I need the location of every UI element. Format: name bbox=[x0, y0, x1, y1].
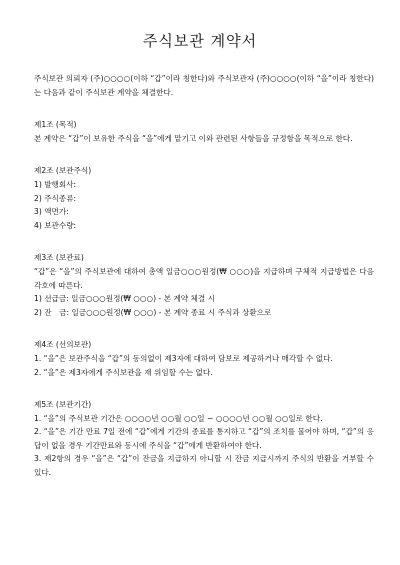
article-line: 1. “을”의 주식보관 기간은 ○○○○년 ○○월 ○○일 ~ ○○○○년 ○○월 ○○일로 한다. bbox=[34, 413, 323, 423]
article-line: 2. “을”은 제3자에게 주식보관을 재 위임할 수는 없다. bbox=[34, 367, 213, 377]
article-heading: 제1조 (목적) bbox=[34, 120, 77, 130]
article-3 bbox=[34, 251, 374, 319]
article-heading: 제2조 (보관주식) bbox=[34, 166, 92, 176]
article-line: 1) 발행회사: bbox=[34, 179, 77, 189]
article-heading: 제4조 (선의보관) bbox=[34, 340, 92, 350]
article-line: 2) 잔 금: 일금○○○원정(₩ ○○○) - 본 계약 종료 시 주식과 상환으로 bbox=[34, 307, 272, 317]
article-1 bbox=[34, 118, 374, 145]
article-text: 본 계약은 “갑”이 보유한 주식을 “을”에게 맡기고 이와 관련된 사항들을 규정함을 목적으로 한다. bbox=[34, 133, 353, 143]
article-4 bbox=[34, 338, 374, 379]
article-line: 1. “을”은 보관주식을 “갑”의 동의없이 제3자에 대하여 담보로 제공하거나 매각할 수 없다. bbox=[34, 353, 333, 363]
article-heading: 제3조 (보관료) bbox=[34, 253, 84, 263]
article-line: 2) 주식종류: bbox=[34, 193, 77, 203]
article-5 bbox=[34, 398, 374, 480]
document-title: 주식보관 계약서 bbox=[142, 32, 258, 50]
article-line: 2. “을”은 기간 만료 7일 전에 “갑”에게 기간의 종료를 통지하고 “갑”의 조치를 물어야 하며, “갑”의 응답이 없을 경우 기간만료와 동시에 주식을 “갑”에게 반환하여야 한다. bbox=[34, 427, 374, 450]
article-line: 3. 제2항의 경우 “을”은 “갑”이 잔금을 지급하지 아니할 시 잔금 지급시까지 주식의 반환을 거부할 수 있다. bbox=[34, 454, 374, 478]
article-2 bbox=[34, 164, 374, 232]
article-text: “갑”은 “을”의 주식보관에 대하여 총액 일금○○○원정(₩ ○○○)을 지급하며 구체적 지급방법은 다음 각호에 따른다. bbox=[34, 266, 374, 290]
article-line: 4) 보관수량: bbox=[34, 220, 77, 230]
document-body bbox=[34, 72, 374, 499]
article-line: 1) 선급금: 일금○○○원정(₩ ○○○) - 본 계약 체결 시 bbox=[34, 294, 215, 304]
article-heading: 제5조 (보관기간) bbox=[34, 400, 92, 410]
article-line: 3) 액면가: bbox=[34, 207, 69, 217]
intro-paragraph: 주식보관 의뢰자 (주)○○○○(이하 “갑”이라 칭한다)와 주식보관자 (주)○○○○(이하 “을”이라 칭한다)는 다음과 같이 주식보관 계약을 체결한다. bbox=[34, 74, 374, 97]
